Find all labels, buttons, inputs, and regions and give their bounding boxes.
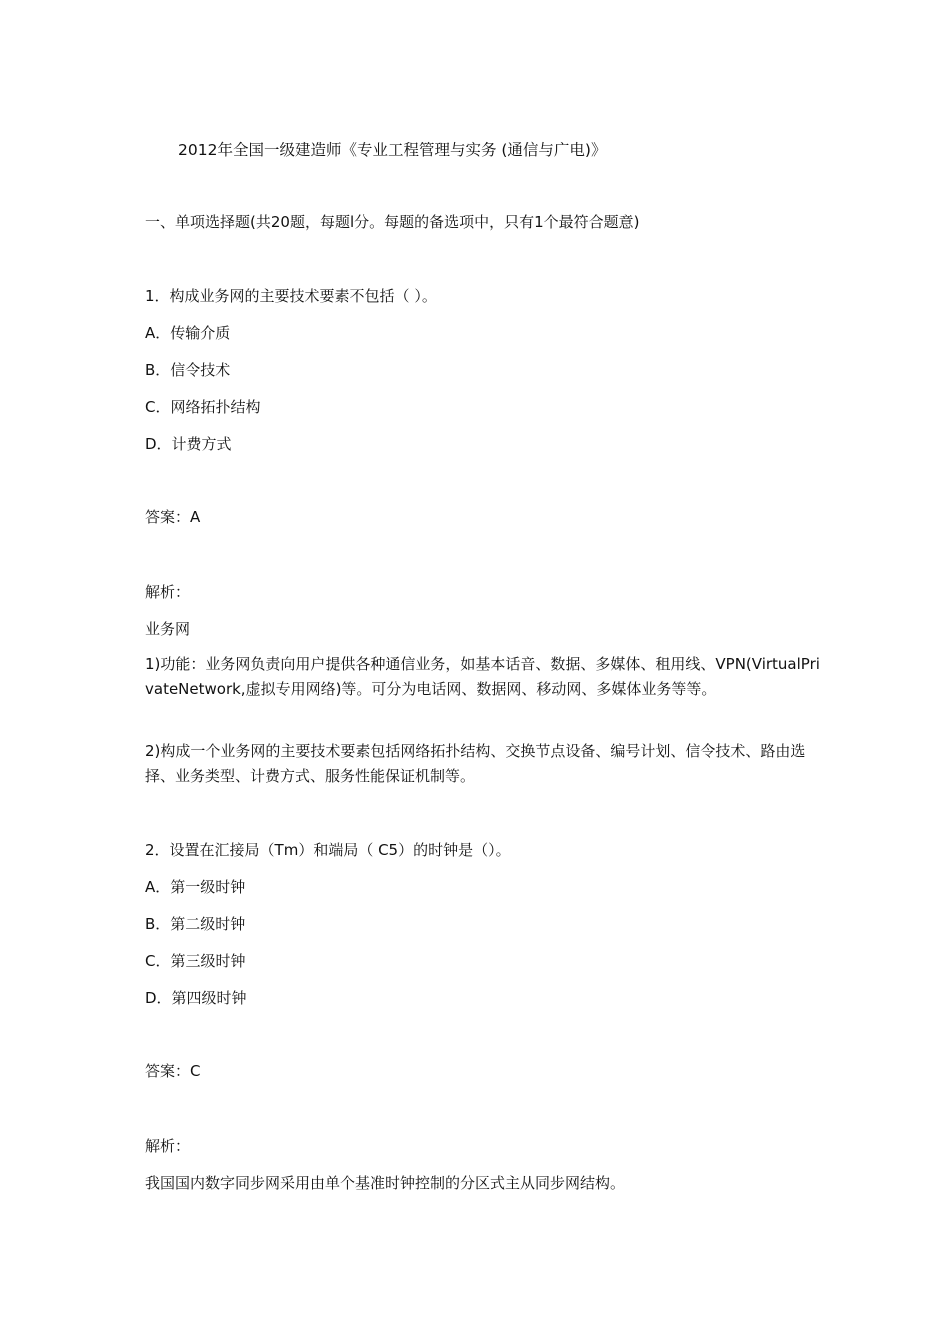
question-2-option-c: C．第三级时钟 [145,952,246,970]
section-heading: 一、单项选择题(共20题，每题l分。每题的备选项中，只有1个最符合题意) [145,213,640,231]
question-2-option-a: A．第一级时钟 [145,878,246,896]
question-1-answer: 答案：A [145,508,201,526]
document-title: 2012年全国一级建造师《专业工程管理与实务 (通信与广电)》 [178,141,607,159]
question-2-analysis-text: 我国国内数字同步网采用由单个基准时钟控制的分区式主从同步网结构。 [145,1174,626,1192]
question-2-answer: 答案：C [145,1062,201,1080]
question-1-analysis-heading: 业务网 [145,620,191,638]
question-1-option-c: C．网络拓扑结构 [145,398,261,416]
question-2-option-d: D．第四级时钟 [145,989,247,1007]
question-1-analysis-paragraph-2: 2)构成一个业务网的主要技术要素包括网络拓扑结构、交换节点设备、编号计划、信令技术、路由选择、业务类型、计费方式、服务性能保证机制等。 [145,742,806,785]
question-1-option-b: B．信令技术 [145,361,231,379]
question-2-stem: 2．设置在汇接局（Tm）和端局（ C5）的时钟是（）。 [145,841,511,859]
question-1-analysis-label: 解析： [145,583,191,601]
question-1-stem: 1．构成业务网的主要技术要素不包括（ ）。 [145,287,437,305]
question-1-option-d: D．计费方式 [145,435,232,453]
question-2-option-b: B．第二级时钟 [145,915,246,933]
question-1-analysis-paragraph-1: 1)功能：业务网负责向用户提供各种通信业务，如基本话音、数据、多媒体、租用线、VPN(VirtualPrivateNetwork,虚拟专用网络)等。可分为电话网、数据网、移动网、多媒体业务等等。 [145,655,820,698]
question-1-option-a: A．传输介质 [145,324,231,342]
question-2-analysis-label: 解析： [145,1137,191,1155]
